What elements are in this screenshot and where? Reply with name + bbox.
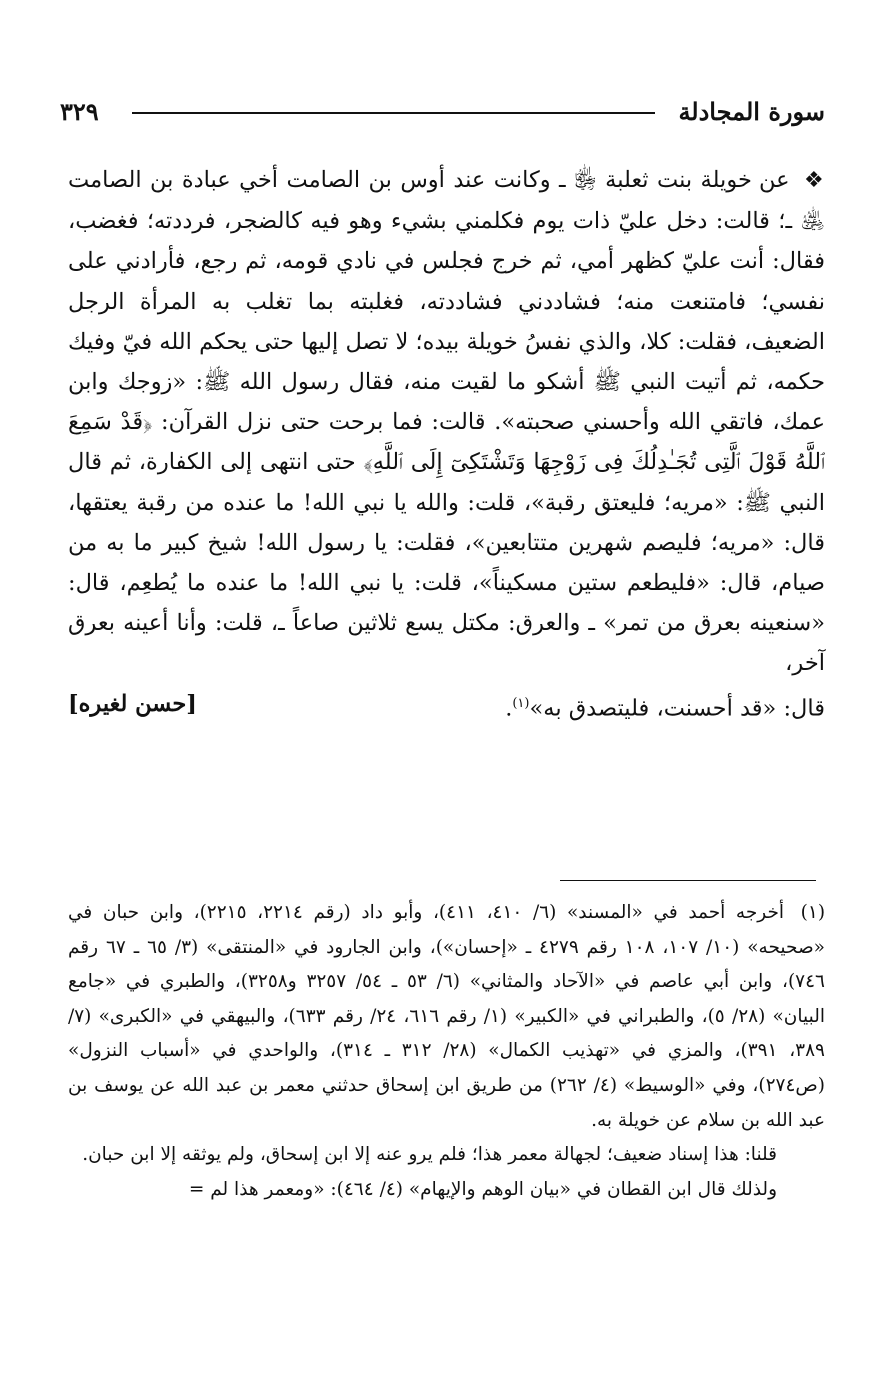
- footnote-paragraph-2: قلنا: هذا إسناد ضعيف؛ لجهالة معمر هذا؛ فلم يرو عنه إلا ابن إسحاق، ولم يوثقه إلا ابن حبان.: [82, 1144, 777, 1166]
- last-line-text: قال: «قد أحسنت، فليتصدق به»$^{(١)}$.: [505, 695, 825, 722]
- page-header: [60, 92, 825, 132]
- surah-title: سورة المجادلة: [678, 97, 825, 126]
- footnote-number: (١): [800, 902, 826, 923]
- hadith-last-line: قال: «قد أحسنت، فليتصدق به»: [529, 695, 825, 722]
- hadith-text-part1: عن خويلة بنت ثعلبة ﵂ ـ وكانت عند أوس بن الصامت أخي عبادة بن الصامت ﵁ ـ؛ قالت: دخل عليّ ذات يوم فكلمني بشيء وهو فيه كالضجر، فرددته؛ فغضب، فقال: أنت عليّ كظهر أمي، ثم خرج فجلس في نادي قومه، ثم رجع، فأرادني على نفسي؛ فامتنعت منه؛ فشاددني فشاددته، فغلبته بما تغلب به المرأة الرجل الضعيف، فقلت: كلا، والذي نفسُ خويلة بيده؛ لا تصل إليها حتى يحكم الله فيّ وفيك حكمه، ثم أتيت النبي ﷺ أشكو ما لقيت منه، فقال رسول الله ﷺ: «زوجك وابن عمك، فاتقي الله وأحسني صحبته». قالت: فما برحت حتى نزل القرآن:: [68, 167, 825, 436]
- footnote-1: [68, 896, 825, 1138]
- hadith-grade: [حسن لغيره]: [68, 690, 197, 717]
- hadith-paragraph: [68, 160, 825, 684]
- hadith-text: [68, 160, 825, 728]
- hadith-text-part2: حتى انتهى إلى الكفارة، ثم قال النبي ﷺ: «مريه؛ فليعتق رقبة»، قلت: والله يا نبي الله! ما عنده من رقبة يعتقها، قال: «مريه؛ فليصم شهرين متتابعين»، فقلت: يا رسول الله! شيخ كبير ما به من صيام، قال: «فليطعم ستين مسكيناً»، قلت: يا نبي الله! ما عنده ما يُطعِم، قال: «سنعينه بعرق من تمر» ـ والعرق: مكتل يسع ثلاثين صاعاً ـ، قلت: وأنا أعينه بعرق آخر،: [68, 449, 825, 677]
- footnote-paragraph-1: أخرجه أحمد في «المسند» (٦/ ٤١٠، ٤١١)، وأبو داد (رقم ٢٢١٤، ٢٢١٥)، وابن حبان في «صحيحه» (١٠/ ١٠٧، ١٠٨ رقم ٤٢٧٩ ـ «إحسان»)، وابن الجارود في «المنتقى» (٣/ ٦٥ ـ ٦٧ رقم ٧٤٦)، وابن أبي عاصم في «الآحاد والمثاني» (٦/ ٥٣ ـ ٥٤/ ٣٢٥٧ و٣٢٥٨)، والطبري في «جامع البيان» (٢٨/ ٥)، والطبراني في «الكبير» (١/ رقم ٦١٦، ٢٤/ رقم ٦٣٣)، والبيهقي في «الكبرى» (٧/ ٣٨٩، ٣٩١)، والمزي في «تهذيب الكمال» (٢٨/ ٣١٢ ـ ٣١٤)، والواحدي في «أسباب النزول» (ص٢٧٤)، وفي «الوسيط» (٤/ ٢٦٢) من طريق ابن إسحاق حدثني معمر بن عبد الله عن يوسف بن عبد الله بن سلام عن خويلة به.: [68, 902, 825, 1131]
- footnote-separator: [560, 880, 816, 881]
- header-rule: [132, 112, 655, 114]
- quran-verse: ﴿قَدْ سَمِعَ ٱللَّهُ قَوْلَ ٱلَّتِى تُجَـٰدِلُكَ فِى زَوْجِهَا وَتَشْتَكِىٓ إِلَى ٱللَّهِ﴾: [68, 409, 825, 476]
- last-line: [68, 684, 825, 729]
- page-number: ٣٢٩: [60, 97, 99, 126]
- footnotes: [68, 896, 825, 1207]
- footnote-paragraph-3: ولذلك قال ابن القطان في «بيان الوهم والإيهام» (٤/ ٤٦٤): «ومعمر هذا لم =: [188, 1178, 777, 1200]
- footnote-ref: (١): [512, 695, 530, 711]
- bullet-icon: ❖: [803, 168, 825, 193]
